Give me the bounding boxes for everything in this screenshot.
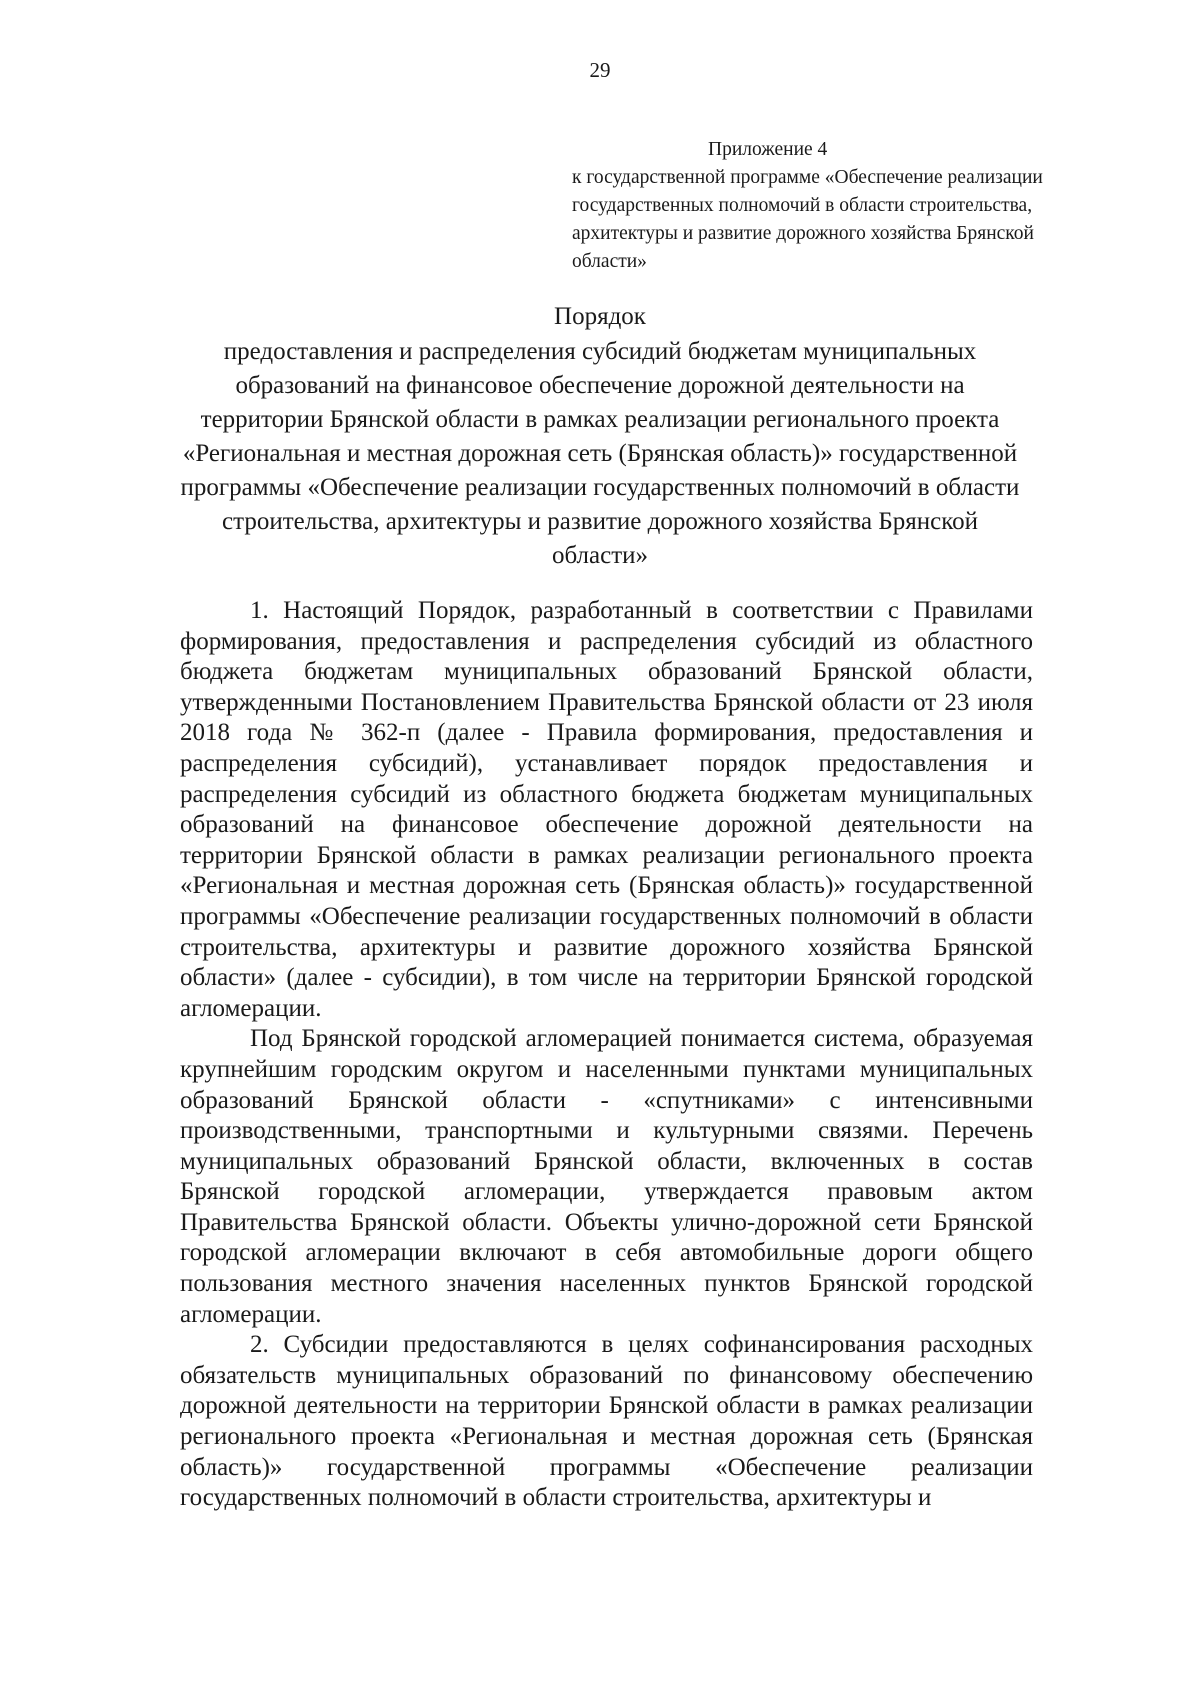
appendix-title: Приложение 4 bbox=[708, 139, 828, 160]
paragraph-1: 1. Настоящий Порядок, разработанный в соответствии с Правилами формирования, предоставления и распределения субсидий из областного бюджета бюджетам муниципальных образований Брянской области, утвержденными Постановлением Правительства Брянской области от 23 июля 2018 года № 362-п (далее - Правила формирования, предоставления и распределения субсидий), устанавливает порядок предоставления и распределения субсидий из областного бюджета бюджетам муниципальных образований на финансовое обеспечение дорожной деятельности на территории Брянской области в рамках реализации регионального проекта «Региональная и местная дорожная сеть (Брянская область)» государственной программы «Обеспечение реализации государственных полномочий в области строительства, архитектуры и развитие дорожного хозяйства Брянской области» (далее - субсидии), в том числе на территории Брянской городской агломерации. bbox=[180, 597, 1033, 1022]
appendix-text: к государственной программе «Обеспечение реализации государственных полномочий в области строительства, архитектуры и развитие дорожного хозяйства Брянской области» bbox=[572, 167, 1043, 272]
document-subtitle: предоставления и распределения субсидий бюджетам муниципальных образований на финансовое обеспечение дорожной деятельности на территории Брянской области в рамках реализации регионального проекта «Региональная и местная дорожная сеть (Брянская область)» государственной программы «Обеспечение реализации государственных полномочий в области строительства, архитектуры и развитие дорожного хозяйства Брянской области» bbox=[180, 338, 1020, 569]
appendix-block bbox=[572, 136, 1092, 276]
document-title bbox=[180, 300, 1020, 573]
document-body bbox=[180, 596, 1033, 1514]
page-number: 29 bbox=[589, 58, 611, 82]
document-heading: Порядок bbox=[554, 303, 646, 330]
paragraph-3: 2. Субсидии предоставляются в целях софинансирования расходных обязательств муниципальных образований по финансовому обеспечению дорожной деятельности на территории Брянской области в рамках реализации регионального проекта «Региональная и местная дорожная сеть (Брянская область)» государственной программы «Обеспечение реализации государственных полномочий в области строительства, архитектуры и bbox=[180, 1331, 1033, 1512]
paragraph-2: Под Брянской городской агломерацией понимается система, образуемая крупнейшим городским округом и населенными пунктами муниципальных образований Брянской области - «спутниками» с интенсивными производственными, транспортными и культурными связями. Перечень муниципальных образований Брянской области, включенных в состав Брянской городской агломерации, утверждается правовым актом Правительства Брянской области. Объекты улично-дорожной сети Брянской городской агломерации включают в себя автомобильные дороги общего пользования местного значения населенных пунктов Брянской городской агломерации. bbox=[180, 1025, 1033, 1328]
